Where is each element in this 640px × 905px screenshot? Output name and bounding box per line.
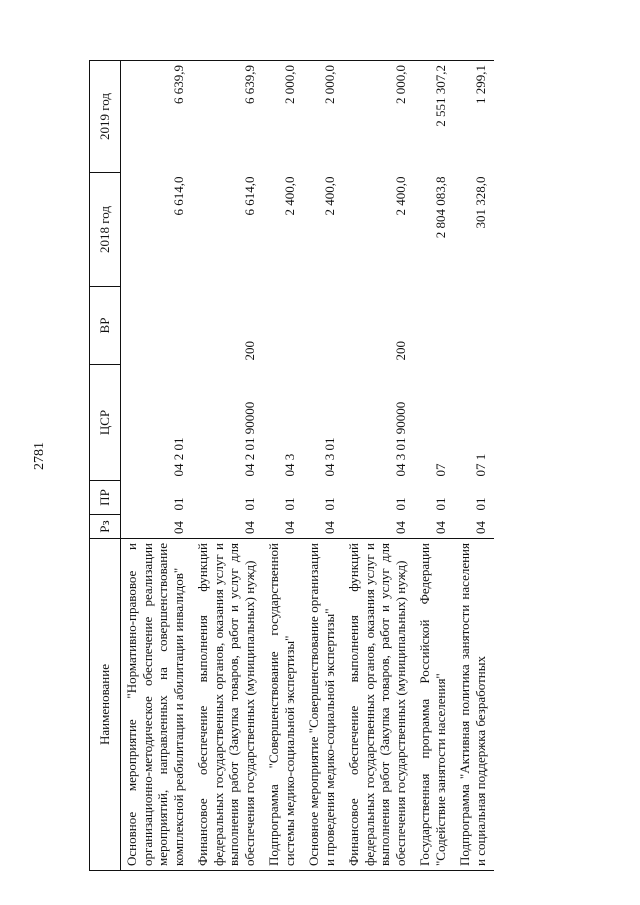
row-rz: 04 [432, 521, 448, 534]
page-number: 2781 [32, 442, 47, 470]
header-2019: 2019 год [90, 61, 121, 173]
row-name: Основное мероприятие "Совершенствование организации и проведения медико-социальной экспертизы" [303, 539, 343, 871]
row-2019: 2 000,0 [263, 61, 303, 173]
header-vr: ВР [90, 287, 121, 365]
row-pr: 01 [392, 497, 408, 511]
table-header-row [90, 61, 121, 871]
row-pr: 01 [170, 497, 186, 511]
row-2019: 2 000,0 [303, 61, 343, 173]
budget-table [89, 60, 494, 871]
row-rz: 04 [241, 521, 257, 534]
row-rz: 04 [472, 521, 488, 534]
header-pr: ПР [90, 481, 121, 515]
row-csr: 04 2 01 [170, 437, 186, 477]
row-rz: 04 [392, 521, 408, 534]
table-row [343, 61, 414, 871]
table-row [192, 61, 263, 871]
row-2018: 2 804 083,8 [432, 176, 448, 239]
row-pr: 01 [241, 497, 257, 511]
row-csr: 04 3 01 [321, 437, 337, 477]
row-rz: 04 [170, 521, 186, 534]
row-csr: 04 2 01 90000 [241, 401, 257, 477]
row-2019: 6 639,9 [192, 61, 263, 173]
header-name: Наименование [90, 539, 121, 871]
row-rz: 04 [281, 521, 297, 534]
row-2018: 2 400,0 [321, 176, 337, 216]
table-row [263, 61, 303, 871]
row-2019: 2 551 307,2 [414, 61, 454, 173]
table-row [303, 61, 343, 871]
header-rz: Рз [90, 515, 121, 539]
row-name: Подпрограмма "Активная политика занятости населения и социальная поддержка безработных [454, 539, 494, 871]
row-2018: 301 328,0 [472, 176, 488, 229]
row-csr: 07 1 [472, 453, 488, 477]
row-vr [303, 287, 343, 365]
row-2018: 6 614,0 [241, 176, 257, 216]
row-2019: 1 299,1 [454, 61, 494, 173]
row-2018: 2 400,0 [281, 176, 297, 216]
row-vr [263, 287, 303, 365]
row-csr: 07 [432, 463, 448, 477]
row-vr: 200 [241, 341, 257, 361]
row-2019: 6 639,9 [121, 61, 193, 173]
row-csr: 04 3 01 90000 [392, 401, 408, 477]
row-vr: 200 [392, 341, 408, 361]
row-name: Основное мероприятие "Нормативно-правовое и организационно-методическое обеспечение реализации мероприятий, направленных на совершенствование комплексной реабилитации и абилитации инвалидов" [121, 539, 193, 871]
row-name: Государственная программа Российской Федерации "Содействие занятости населения" [414, 539, 454, 871]
table-row [121, 61, 193, 871]
row-vr [454, 287, 494, 365]
row-2018: 6 614,0 [170, 176, 186, 216]
row-2018: 2 400,0 [392, 176, 408, 216]
row-2019: 2 000,0 [343, 61, 414, 173]
row-vr [121, 287, 193, 365]
row-pr: 01 [281, 497, 297, 511]
header-csr: ЦСР [90, 365, 121, 481]
row-name: Финансовое обеспечение выполнения функций федеральных государственных органов, оказания услуг и выполнения работ (Закупка товаров, работ и услуг для обеспечения государственных (муниципальных) нужд) [343, 539, 414, 871]
row-vr [414, 287, 454, 365]
row-rz: 04 [321, 521, 337, 534]
row-name: Подпрограмма "Совершенствование государственной системы медико-социальной экспертизы" [263, 539, 303, 871]
table-row [454, 61, 494, 871]
header-2018: 2018 год [90, 173, 121, 287]
row-pr: 01 [321, 497, 337, 511]
table-row [414, 61, 454, 871]
row-csr: 04 3 [281, 453, 297, 477]
row-pr: 01 [432, 497, 448, 511]
row-pr: 01 [472, 497, 488, 511]
budget-table-container [89, 61, 603, 871]
row-name: Финансовое обеспечение выполнения функций федеральных государственных органов, оказания услуг и выполнения работ (Закупка товаров, работ и услуг для обеспечения государственных (муниципальных) нужд) [192, 539, 263, 871]
